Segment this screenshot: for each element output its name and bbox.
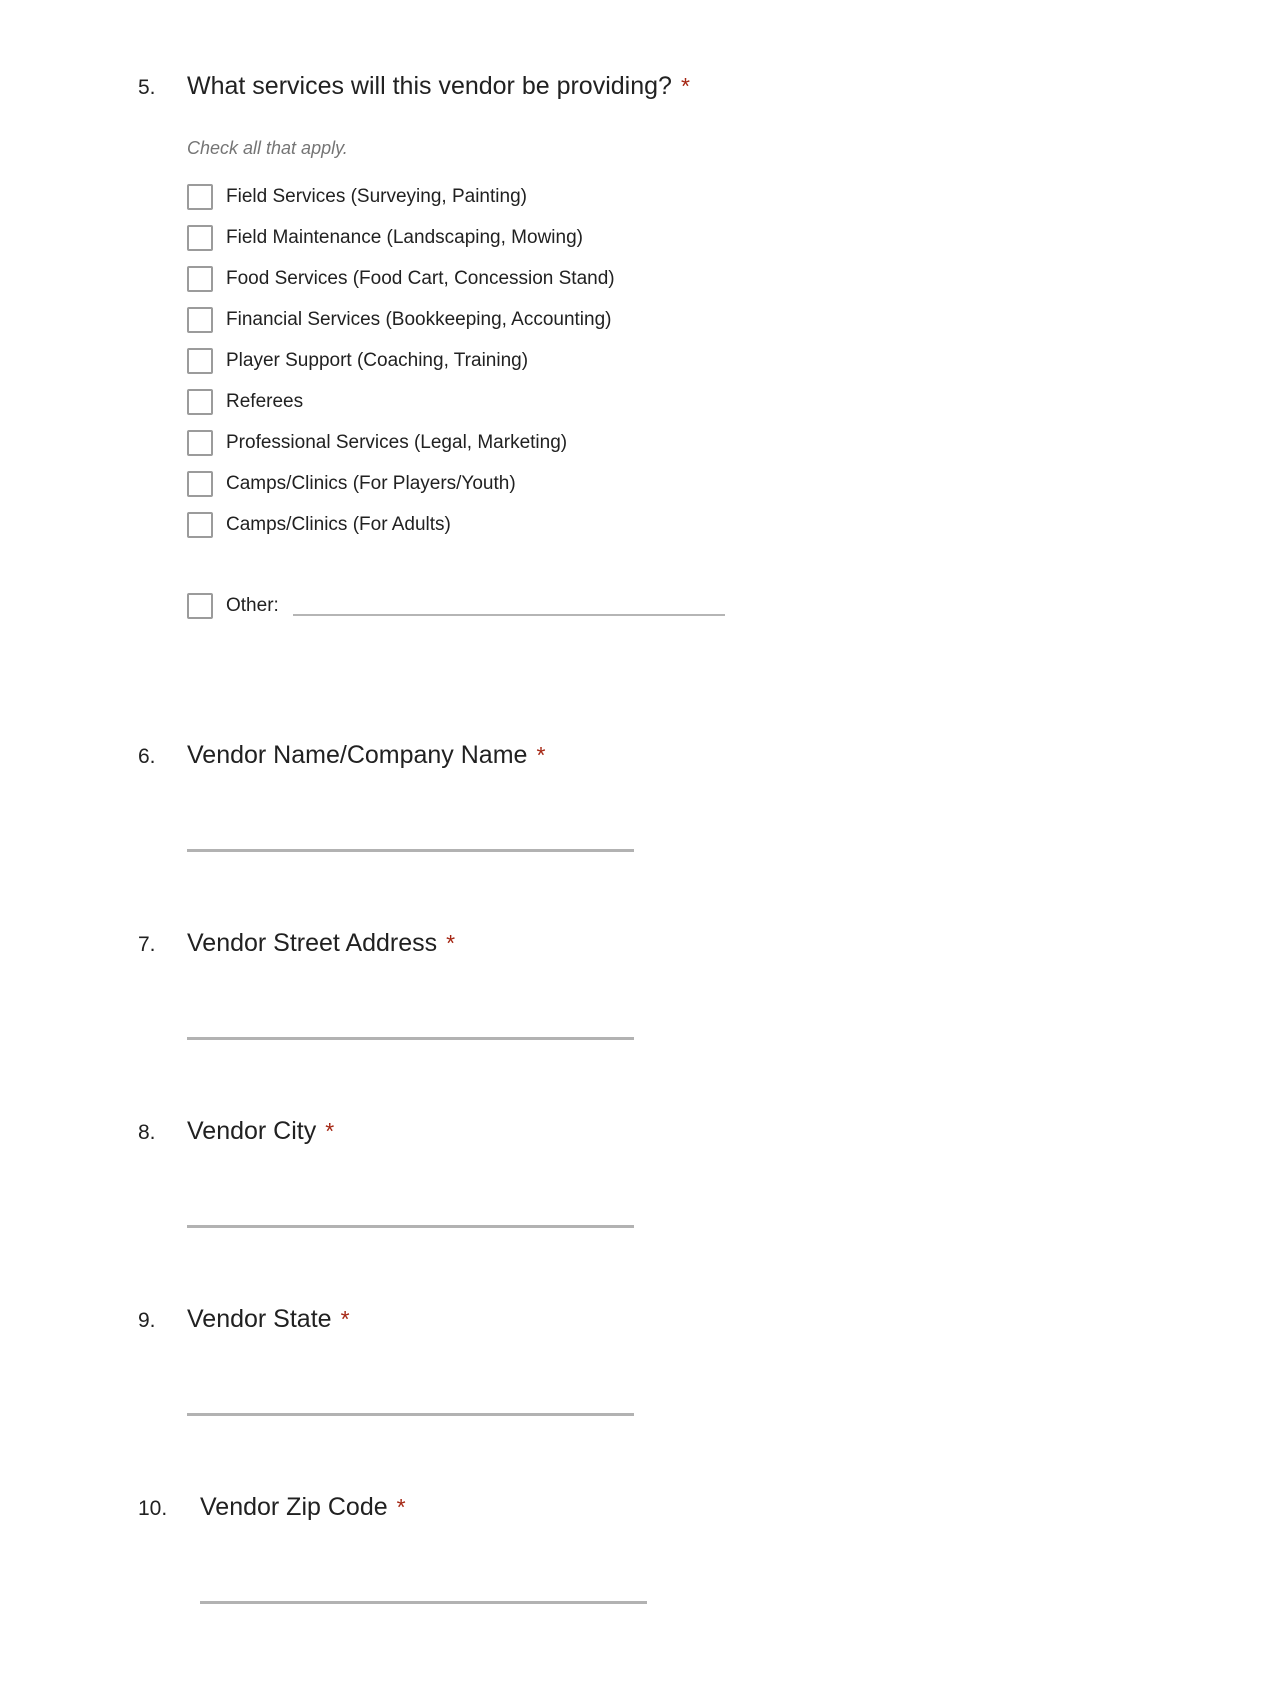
question-title-text: Vendor Name/Company Name: [187, 741, 528, 769]
checkbox-option-label: Camps/Clinics (For Players/Youth): [226, 473, 516, 494]
checkbox-option-other: [187, 593, 1215, 619]
question-6: [138, 739, 1215, 852]
checkbox[interactable]: [187, 348, 213, 374]
checkbox-option-label: Field Maintenance (Landscaping, Mowing): [226, 227, 583, 248]
answer-input-line[interactable]: [187, 1037, 634, 1040]
other-option-label: Other:: [226, 595, 279, 616]
question-number: 8.: [138, 1121, 156, 1144]
question-body: [200, 1491, 1215, 1604]
answer-input-line[interactable]: [187, 1225, 634, 1228]
answer-input-line[interactable]: [187, 849, 634, 852]
checkbox-option: [187, 512, 1215, 538]
checkbox-option-list: [187, 184, 1215, 619]
required-asterisk: *: [340, 1306, 350, 1332]
question-title: [187, 739, 1215, 771]
question-title: [200, 1491, 1215, 1523]
checkbox[interactable]: [187, 430, 213, 456]
checkbox-option: [187, 430, 1215, 456]
checkbox-option-label: Referees: [226, 391, 304, 412]
required-asterisk: *: [536, 742, 546, 768]
checkbox-option-label: Professional Services (Legal, Marketing): [226, 432, 568, 453]
question-hint: Check all that apply.: [187, 138, 348, 158]
question-7: [138, 927, 1215, 1040]
question-8: [138, 1115, 1215, 1228]
question-body: [187, 1115, 1215, 1228]
checkbox[interactable]: [187, 266, 213, 292]
question-body: [187, 1303, 1215, 1416]
question-number: 6.: [138, 745, 156, 768]
question-title-text: Vendor State: [187, 1305, 332, 1333]
question-body: [187, 70, 1215, 634]
checkbox[interactable]: [187, 471, 213, 497]
question-body: [187, 927, 1215, 1040]
checkbox-option: [187, 225, 1215, 251]
question-title-text: Vendor City: [187, 1117, 317, 1145]
checkbox-option-label: Field Services (Surveying, Painting): [226, 186, 527, 207]
question-title: [187, 1303, 1215, 1335]
checkbox[interactable]: [187, 512, 213, 538]
question-number: 7.: [138, 933, 156, 956]
question-title: [187, 927, 1215, 959]
question-number: 10.: [138, 1497, 168, 1520]
question-title-text: Vendor Street Address: [187, 929, 438, 957]
checkbox-option: [187, 307, 1215, 333]
checkbox-option-label: Player Support (Coaching, Training): [226, 350, 529, 371]
other-input-line[interactable]: [293, 614, 725, 616]
question-5: [138, 70, 1215, 634]
question-10: [138, 1491, 1215, 1604]
checkbox[interactable]: [187, 593, 213, 619]
checkbox-option: [187, 266, 1215, 292]
question-title-text: What services will this vendor be providing?: [187, 72, 672, 100]
checkbox[interactable]: [187, 307, 213, 333]
checkbox[interactable]: [187, 225, 213, 251]
required-asterisk: *: [680, 73, 690, 99]
checkbox[interactable]: [187, 389, 213, 415]
checkbox-option: [187, 471, 1215, 497]
answer-input-line[interactable]: [200, 1601, 647, 1604]
question-body: [187, 739, 1215, 852]
checkbox[interactable]: [187, 184, 213, 210]
question-number: 9.: [138, 1309, 156, 1332]
checkbox-option-label: Camps/Clinics (For Adults): [226, 514, 451, 535]
checkbox-option: [187, 348, 1215, 374]
checkbox-option-label: Food Services (Food Cart, Concession Stand): [226, 268, 615, 289]
question-9: [138, 1303, 1215, 1416]
required-asterisk: *: [396, 1494, 406, 1520]
required-asterisk: *: [325, 1118, 335, 1144]
question-number: 5.: [138, 76, 156, 99]
checkbox-option: [187, 389, 1215, 415]
answer-input-line[interactable]: [187, 1413, 634, 1416]
question-title: [187, 70, 1215, 102]
checkbox-option-label: Financial Services (Bookkeeping, Accounting): [226, 309, 612, 330]
required-asterisk: *: [446, 930, 456, 956]
question-title: [187, 1115, 1215, 1147]
checkbox-option: [187, 184, 1215, 210]
question-title-text: Vendor Zip Code: [200, 1493, 388, 1521]
